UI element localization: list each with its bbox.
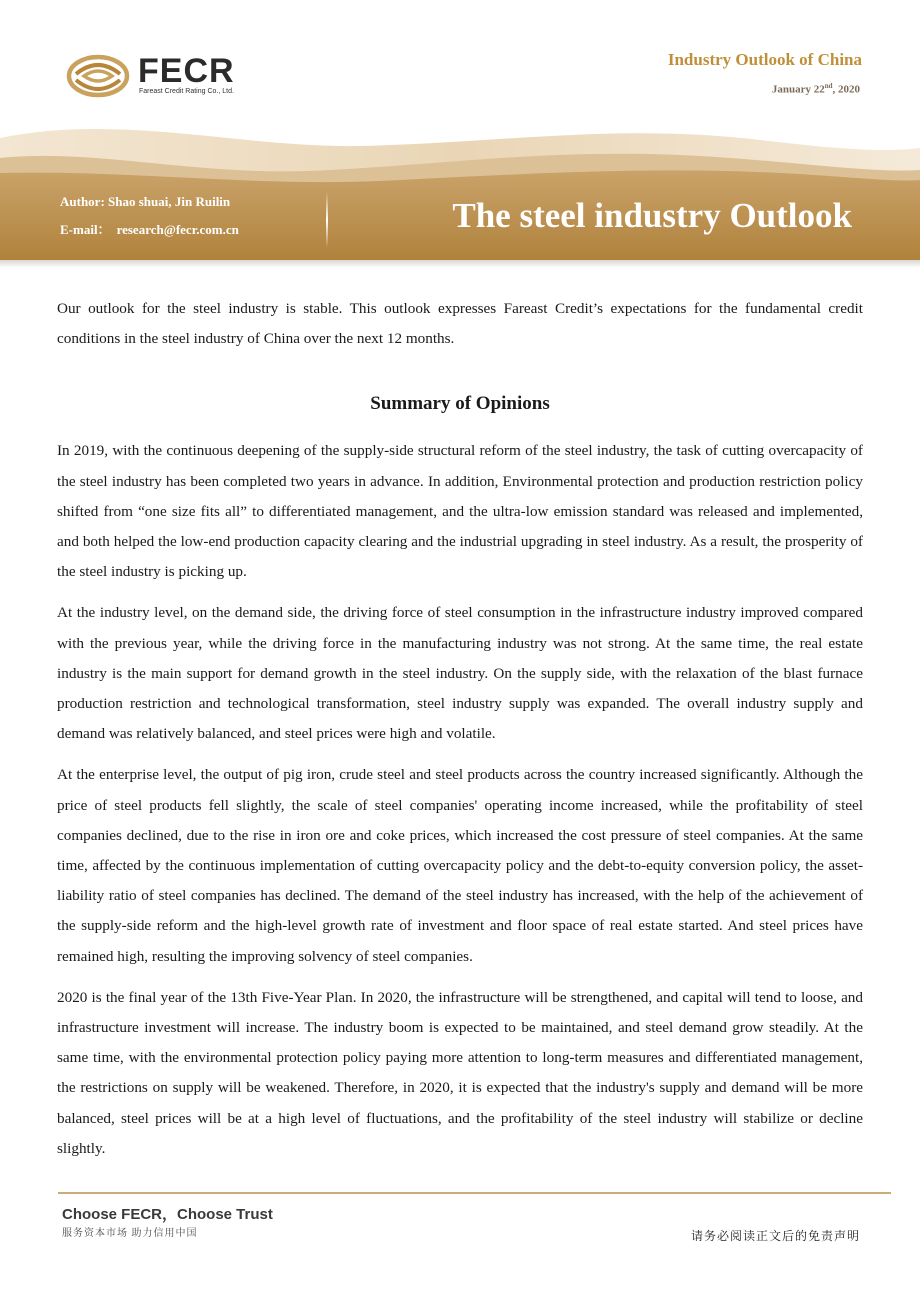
banner-divider bbox=[326, 192, 328, 248]
logo-wordmark: FECR bbox=[138, 52, 235, 90]
header-banner bbox=[0, 118, 920, 268]
intro-paragraph: Our outlook for the steel industry is stable. This outlook expresses Fareast Credit’s expectations for the fundamental credit conditions in the steel industry of China over the next 12 months. bbox=[57, 300, 863, 348]
logo-company-name: Fareast Credit Rating Co., Ltd. bbox=[139, 88, 234, 95]
author-line: Author: Shao shuai, Jin Ruilin bbox=[60, 194, 231, 209]
footer-slogan-chinese: 服务资本市场 助力信用中国 bbox=[62, 1228, 198, 1239]
footer-divider bbox=[58, 1192, 891, 1194]
document-title: The steel industry Outlook bbox=[452, 196, 852, 235]
footer-disclaimer: 请务必阅读正文后的免责声明 bbox=[690, 1229, 860, 1243]
body-paragraph: In 2019, with the continuous deepening of the supply-side structural reform of the steel industry, the task of cutting overcapacity of the steel industry has been completed two years in advance. In addition, Environmental protection and production restriction policy shifted from “one size fits all” to differentiated management, and the ultra-low emission standard was released and implemented, and both helped the low-end production capacity clearing and the industrial upgrading in steel industry. As a result, the prosperity of the steel industry is picking up. bbox=[57, 442, 863, 581]
body-paragraph: At the enterprise level, the output of pig iron, crude steel and steel products across the country increased significantly. Although the price of steel products fell slightly, the scale of steel companies' operating income increased, while the profitability of steel companies declined, due to the rise in iron ore and coke prices, which increased the cost pressure of steel companies. At the same time, affected by the continuous implementation of cutting overcapacity policy and the debt-to-equity conversion policy, the asset-liability ratio of steel companies has declined. The demand of the steel industry has increased, with the help of the achievement of the supply-side reform and the high-level growth rate of investment and floor space of real estate started. And steel prices have remained high, resulting the improving solvency of steel companies. bbox=[57, 766, 863, 965]
fecr-logo-icon bbox=[66, 50, 130, 102]
summary-heading: Summary of Opinions bbox=[370, 393, 550, 415]
fecr-logo bbox=[66, 50, 246, 102]
banner-wave-graphic bbox=[0, 118, 920, 268]
email-label: E-mail： bbox=[60, 222, 111, 237]
report-series-title: Industry Outlook of China bbox=[667, 50, 862, 69]
body-paragraph: 2020 is the final year of the 13th Five-Year Plan. In 2020, the infrastructure will be strengthened, and capital will tend to loose, and infrastructure investment will increase. The industry boom is expected to be maintained, and steel demand grow steadily. At the same time, with the environmental protection policy paying more attention to long-term measures and differentiated management, the restrictions on supply will be weakened. Therefore, in 2020, it is expected that the industry's supply and demand will be more balanced, steel prices will be at a high level of fluctuations, and the profitability of the steel industry will stabilize or decline slightly. bbox=[57, 988, 863, 1157]
document-body bbox=[57, 294, 863, 1175]
report-date: January 22nd, 2020 bbox=[771, 82, 860, 96]
footer-slogan-english: Choose FECR，Choose Trust bbox=[62, 1206, 273, 1223]
email-address[interactable]: research@fecr.com.cn bbox=[116, 222, 239, 237]
body-paragraph: At the industry level, on the demand side, the driving force of steel consumption in the infrastructure industry improved compared with the previous year, while the driving force in the manufacturing industry was not strong. At the same time, the real estate industry is the main support for demand growth in the steel industry. On the supply side, with the relaxation of the blast furnace production restriction and technological transformation, steel industry supply was expanded. The overall industry supply and demand was relatively balanced, and steel prices were high and volatile. bbox=[57, 604, 863, 743]
email-line bbox=[60, 219, 239, 238]
